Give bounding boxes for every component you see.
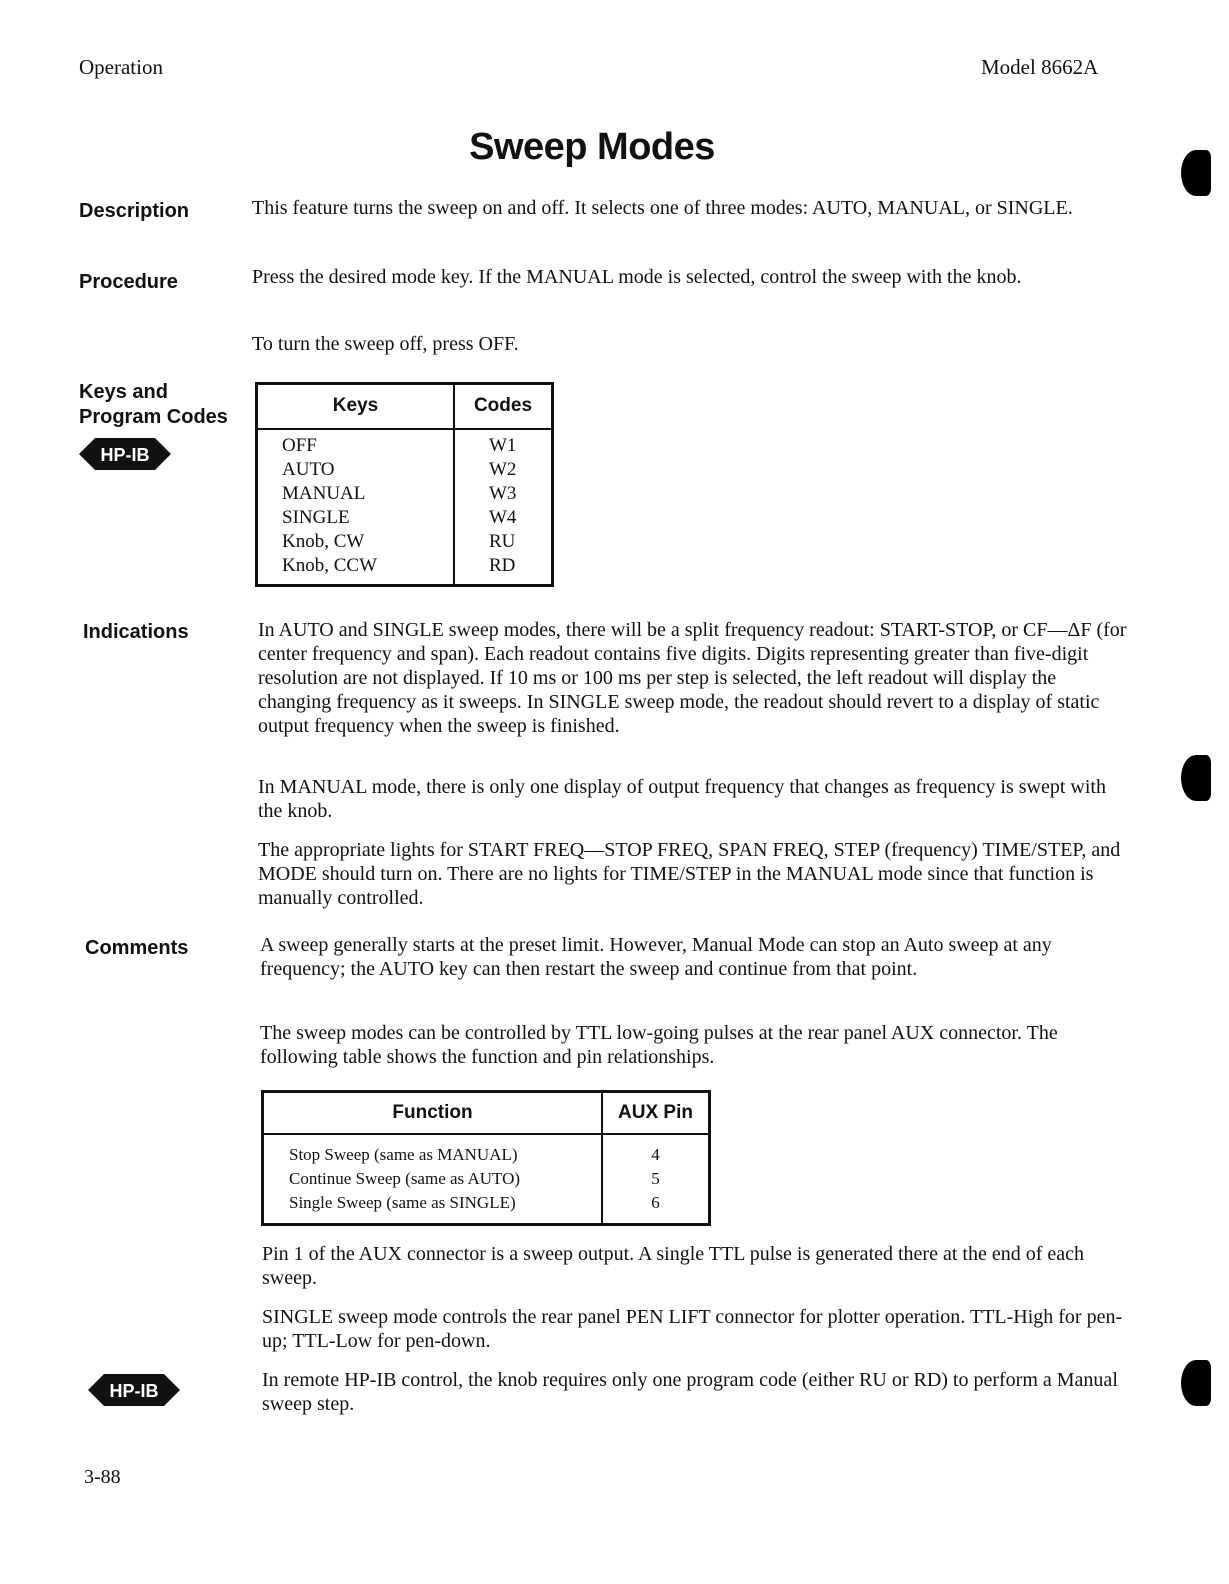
hpib-badge-label: HP-IB (100, 445, 150, 465)
key-cell: Knob, CW (282, 530, 365, 552)
key-cell: MANUAL (282, 482, 366, 504)
function-column-header: Function (263, 1092, 603, 1134)
hpib-badge-icon (79, 436, 171, 472)
description-label: Description (79, 200, 190, 222)
comments-text-5: In remote HP-IB control, the knob requires only one program code (either RU or RD) to perform a Manual sweep step. (262, 1369, 1118, 1415)
aux-pin-column-header: AUX Pin (602, 1092, 710, 1134)
hpib-badge-icon (88, 1372, 180, 1408)
aux-table-header-row (263, 1092, 710, 1134)
binding-hole-mark (1181, 755, 1211, 801)
pin-column (602, 1134, 710, 1225)
code-cell: RU (489, 530, 516, 552)
page-title: Sweep Modes (469, 126, 715, 168)
comments-text-4: SINGLE sweep mode controls the rear panel PEN LIFT connector for plotter operation. TTL-High for pen-up; TTL-Low for pen-down. (262, 1306, 1123, 1352)
codes-column-header: Codes (454, 384, 553, 429)
code-cell: W2 (489, 458, 517, 480)
key-cell: OFF (282, 434, 317, 456)
aux-pin-table (261, 1090, 711, 1226)
function-cell: Stop Sweep (same as MANUAL) (289, 1144, 518, 1164)
pin-cell: 5 (651, 1168, 660, 1188)
running-header-section: Operation (79, 55, 163, 79)
keys-column-header: Keys (257, 384, 455, 429)
function-column (263, 1134, 603, 1225)
hpib-badge-label: HP-IB (109, 1381, 159, 1401)
procedure-label: Procedure (79, 271, 178, 293)
procedure-text-2: To turn the sweep off, press OFF. (252, 333, 519, 355)
page-number: 3-88 (84, 1466, 121, 1488)
function-cell: Single Sweep (same as SINGLE) (289, 1192, 516, 1212)
comments-text-3: Pin 1 of the AUX connector is a sweep output. A single TTL pulse is generated there at the end of each sweep. (262, 1243, 1085, 1289)
code-cell: W1 (489, 434, 517, 456)
description-text: This feature turns the sweep on and off. It selects one of three modes: AUTO, MANUAL, or SINGLE. (252, 197, 1073, 219)
indications-label: Indications (83, 621, 189, 643)
keys-table-header-row (257, 384, 553, 429)
code-cell: W4 (489, 506, 517, 528)
procedure-text-1: Press the desired mode key. If the MANUAL mode is selected, control the sweep with the knob. (252, 266, 1022, 288)
keys-table-body (257, 429, 553, 586)
indications-text-1: In AUTO and SINGLE sweep modes, there will be a split frequency readout: START-STOP, or CF—ΔF (for center frequency and span). Each readout contains five digits. Digits representing greater than five-digit resolution are not displayed. If 10 ms or 100 ms per step is selected, the left readout will display the changing frequency as it sweeps. In SINGLE sweep mode, the readout should revert to a display of static output frequency when the sweep is finished. (258, 619, 1127, 737)
keys-label-line1: Keys and (79, 381, 168, 403)
comments-text-1: A sweep generally starts at the preset limit. However, Manual Mode can stop an Auto sweep at any frequency; the AUTO key can then restart the sweep and continue from that point. (260, 934, 1052, 980)
aux-table-body (263, 1134, 710, 1225)
keys-label-line2: Program Codes (79, 406, 228, 428)
keys-codes-table (255, 382, 554, 587)
comments-text-2: The sweep modes can be controlled by TTL low-going pulses at the rear panel AUX connector. The following table shows the function and pin relationships. (260, 1022, 1058, 1068)
running-header-model: Model 8662A (981, 55, 1099, 79)
key-cell: Knob, CCW (282, 554, 377, 576)
pin-cell: 4 (651, 1144, 660, 1164)
key-cell: AUTO (282, 458, 335, 480)
codes-column (454, 429, 553, 586)
code-cell: W3 (489, 482, 517, 504)
function-cell: Continue Sweep (same as AUTO) (289, 1168, 521, 1188)
code-cell: RD (489, 554, 516, 576)
keys-column (257, 429, 455, 586)
key-cell: SINGLE (282, 506, 350, 528)
binding-hole-mark (1181, 1360, 1211, 1406)
comments-label: Comments (85, 937, 189, 959)
indications-text-3: The appropriate lights for START FREQ—STOP FREQ, SPAN FREQ, STEP (frequency) TIME/STEP, and MODE should turn on. There are no lights for TIME/STEP in the MANUAL mode since that function is manually controlled. (258, 839, 1121, 909)
pin-cell: 6 (651, 1192, 660, 1212)
indications-text-2: In MANUAL mode, there is only one display of output frequency that changes as frequency is swept with the knob. (258, 776, 1106, 822)
binding-hole-mark (1181, 150, 1211, 196)
